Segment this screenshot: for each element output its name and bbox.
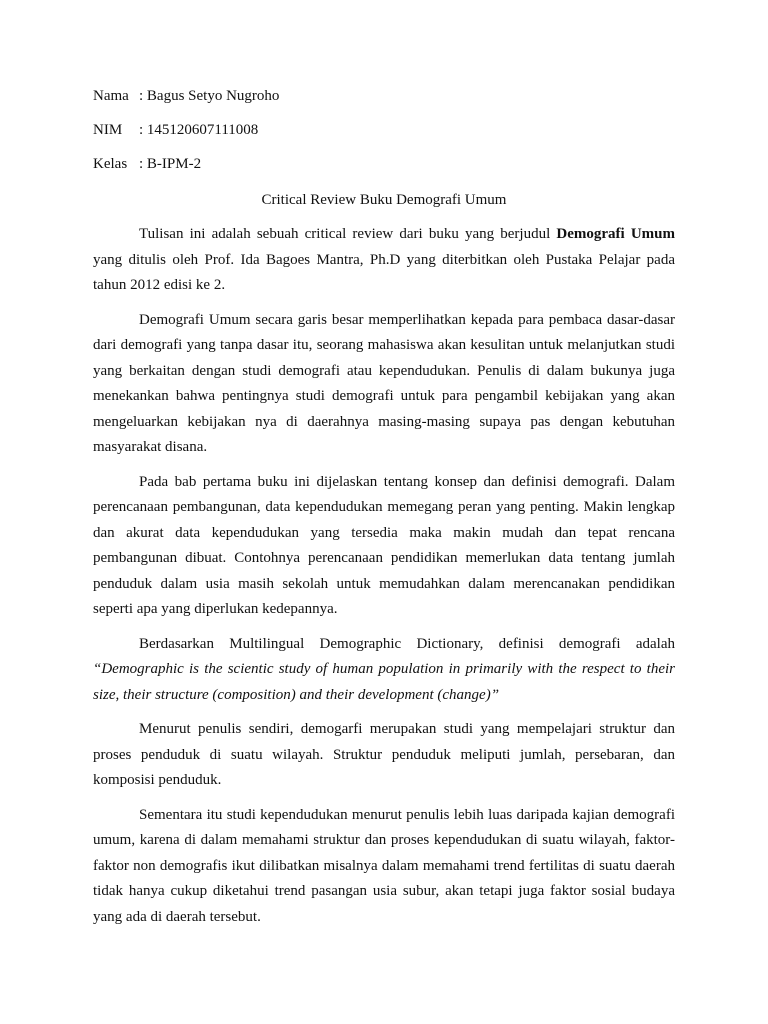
definition-quote: “Demographic is the scientic study of human population in primarily with the respect to their size, their structure (composition) and their development (change)” <box>93 661 675 703</box>
document-title: Critical Review Buku Demografi Umum <box>261 192 507 208</box>
nim-label: NIM <box>93 122 123 138</box>
nama-value: : Bagus Setyo Nugroho <box>139 88 280 104</box>
paragraph-intro <box>93 222 675 299</box>
paragraph-definition <box>93 632 675 709</box>
paragraph-definition-text: Berdasarkan Multilingual Demographic Dictionary, definisi demografi adalah <box>139 635 675 652</box>
paragraph-chapter-one: Pada bab pertama buku ini dijelaskan tentang konsep dan definisi demografi. Dalam perencanaan pembangunan, data kependudukan memegang peran yang penting. Makin lengkap dan akurat data kependudukan yang tersedia maka makin mudah dan tepat rencana pembangunan dibuat. Contohnya perencanaan pendidikan memerlukan data tentang jumlah penduduk dalam usia masih sekolah untuk memudahkan dalam merencanakan pendidikan seperti apa yang diperlukan kedepannya. <box>93 473 675 617</box>
info-kelas-row <box>93 152 675 176</box>
paragraph-intro-text-2: yang ditulis oleh Prof. Ida Bagoes Mantra, Ph.D yang diterbitkan oleh Pustaka Pelajar pada tahun 2012 edisi ke 2. <box>93 251 675 293</box>
kelas-label: Kelas <box>93 156 128 172</box>
paragraph-author-view: Menurut penulis sendiri, demogarfi merupakan studi yang mempelajari struktur dan proses penduduk di suatu wilayah. Struktur penduduk meliputi jumlah, persebaran, dan komposisi penduduk. <box>93 721 675 788</box>
document-body <box>93 84 675 939</box>
nama-label: Nama <box>93 88 129 104</box>
paragraph-overview: Demografi Umum secara garis besar memperlihatkan kepada para pembaca dasar-dasar dari demografi yang tanpa dasar itu, seorang mahasiswa akan kesulitan untuk melanjutkan studi yang berkaitan dengan studi demografi atau kependudukan. Penulis di dalam bukunya juga menekankan bahwa pentingnya studi demografi untuk para pengambil kebijakan yang akan mengeluarkan kebijakan nya di daerahnya masing-masing supaya pas dengan kebutuhan masyarakat disana. <box>93 311 675 455</box>
paragraph-population-study: Sementara itu studi kependudukan menurut penulis lebih luas daripada kajian demografi umum, karena di dalam memahami struktur dan proses kependudukan di suatu wilayah, faktor-faktor non demografis ikut dilibatkan misalnya dalam memahami trend fertilitas di suatu daerah tidak hanya cukup diketahui trend pasangan usia subur, akan tetapi juga faktor sosial budaya yang ada di daerah tersebut. <box>93 806 675 925</box>
kelas-value: : B-IPM-2 <box>139 156 202 172</box>
info-nama-row <box>93 84 675 108</box>
paragraph-intro-text-1: Tulisan ini adalah sebuah critical review dari buku yang berjudul <box>139 226 557 242</box>
book-title-bold: Demografi Umum <box>556 226 675 242</box>
nim-value: : 145120607111008 <box>139 122 259 138</box>
info-nim-row <box>93 118 675 142</box>
